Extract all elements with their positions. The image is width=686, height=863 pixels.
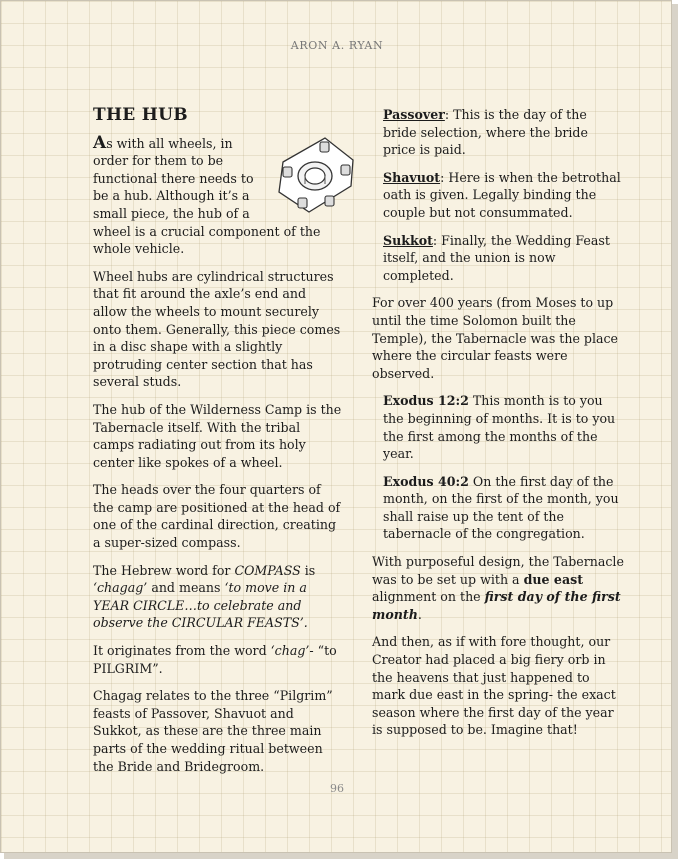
exodus-12-2-text: This month is to you the beginning of months. It is to you the first among the months of the year. bbox=[383, 393, 616, 462]
pilgrim-feasts-paragraph: Chagag relates to the three “Pilgrim” feasts of Passover, Shavuot and Sukkot, as these are the three main parts of the wedding ritual between the Bride and Bridegroom. bbox=[93, 688, 333, 774]
sukkot-text: : Finally, the Wedding Feast itself, and the union is now completed. bbox=[383, 232, 610, 283]
shavuot-item bbox=[372, 169, 624, 222]
chagag-meaning: ‘to move in a YEAR CIRCLE…to celebrate and observe the CIRCULAR FEASTS’. bbox=[93, 580, 308, 631]
exodus-12-2-ref: Exodus 12:2 bbox=[383, 393, 469, 409]
exodus-40-2-quote bbox=[372, 473, 624, 543]
design-text-3: . bbox=[417, 606, 422, 622]
drop-cap: A bbox=[93, 132, 107, 153]
compass-text-1: The Hebrew word for bbox=[93, 562, 235, 578]
intro-paragraph bbox=[93, 132, 343, 258]
compass-text-2: is bbox=[300, 562, 316, 578]
page-number: 96 bbox=[330, 782, 344, 795]
due-east-phrase: due east bbox=[523, 571, 584, 587]
compass-word: COMPASS bbox=[234, 562, 301, 578]
exodus-12-2-quote bbox=[372, 392, 624, 462]
origin-text-1: It originates from the word bbox=[93, 643, 271, 659]
chag-word: ‘chag’ bbox=[270, 643, 310, 659]
passover-text: : This is the day of the bride selection, where the bride price is paid. bbox=[383, 107, 588, 158]
passover-item bbox=[372, 106, 624, 159]
cardinal-direction-paragraph: The heads over the four quarters of the camp are positioned at the head of one of the cardinal direction, creating a super-sized compass. bbox=[93, 482, 341, 551]
passover-label: Passover bbox=[383, 107, 445, 122]
intro-text: s with all wheels, in order for them to be functional there needs to be a hub. Although it’s a small piece, the hub of a wheel is a crucial component of the whole vehicle. bbox=[93, 135, 321, 257]
left-column bbox=[93, 107, 343, 785]
running-header: ARON A. RYAN bbox=[290, 39, 384, 52]
closing-paragraph: And then, as if with fore thought, our Creator had placed a big fiery orb in the heavens that just happened to mark due east in the spring- the exact season where the first day of the year is supposed to be. Imagine that! bbox=[372, 634, 616, 738]
right-column bbox=[372, 106, 624, 749]
tabernacle-hub-paragraph: The hub of the Wilderness Camp is the Tabernacle itself. With the tribal camps radiating out from its holy center like spokes of a wheel. bbox=[93, 401, 342, 470]
design-text-1: With purposeful design, the Tabernacle was to be set up with a bbox=[372, 554, 624, 587]
sukkot-item bbox=[372, 232, 624, 285]
compass-text-3: and means bbox=[147, 580, 225, 596]
chag-origin-paragraph bbox=[93, 642, 343, 677]
page-shadow-bottom bbox=[4, 853, 678, 859]
compass-paragraph bbox=[93, 562, 343, 632]
hub-description-paragraph: Wheel hubs are cylindrical structures that fit around the axle’s end and allow the wheels to mount securely onto them. Generally, this piece comes in a disc shape with a slightly protruding center section that has several studs. bbox=[93, 268, 341, 390]
shavuot-label: Shavuot bbox=[383, 169, 441, 185]
purposeful-design-paragraph bbox=[372, 553, 624, 623]
shavuot-text: : Here is when the betrothal oath is given. Legally binding the couple but not consummated. bbox=[383, 169, 621, 220]
page-shadow-right bbox=[672, 4, 678, 857]
section-title: THE HUB bbox=[93, 105, 188, 125]
four-hundred-years-paragraph: For over 400 years (from Moses to up until the time Solomon built the Temple), the Tabernacle was the place where the circular feasts were observed. bbox=[372, 295, 619, 381]
exodus-40-2-ref: Exodus 40:2 bbox=[383, 473, 469, 489]
chagag-word: ‘chagag’ bbox=[93, 580, 148, 596]
exodus-40-2-text: On the first day of the month, on the first of the month, you shall raise up the tent of the tabernacle of the congregation. bbox=[383, 473, 619, 542]
wheel-hub-illustration bbox=[269, 132, 357, 218]
design-text-2: alignment on the bbox=[372, 589, 485, 605]
origin-text-2: - “to PILGRIM”. bbox=[93, 643, 337, 676]
sukkot-label: Sukkot bbox=[383, 232, 433, 248]
first-day-phrase: first day of the first month bbox=[372, 589, 621, 622]
